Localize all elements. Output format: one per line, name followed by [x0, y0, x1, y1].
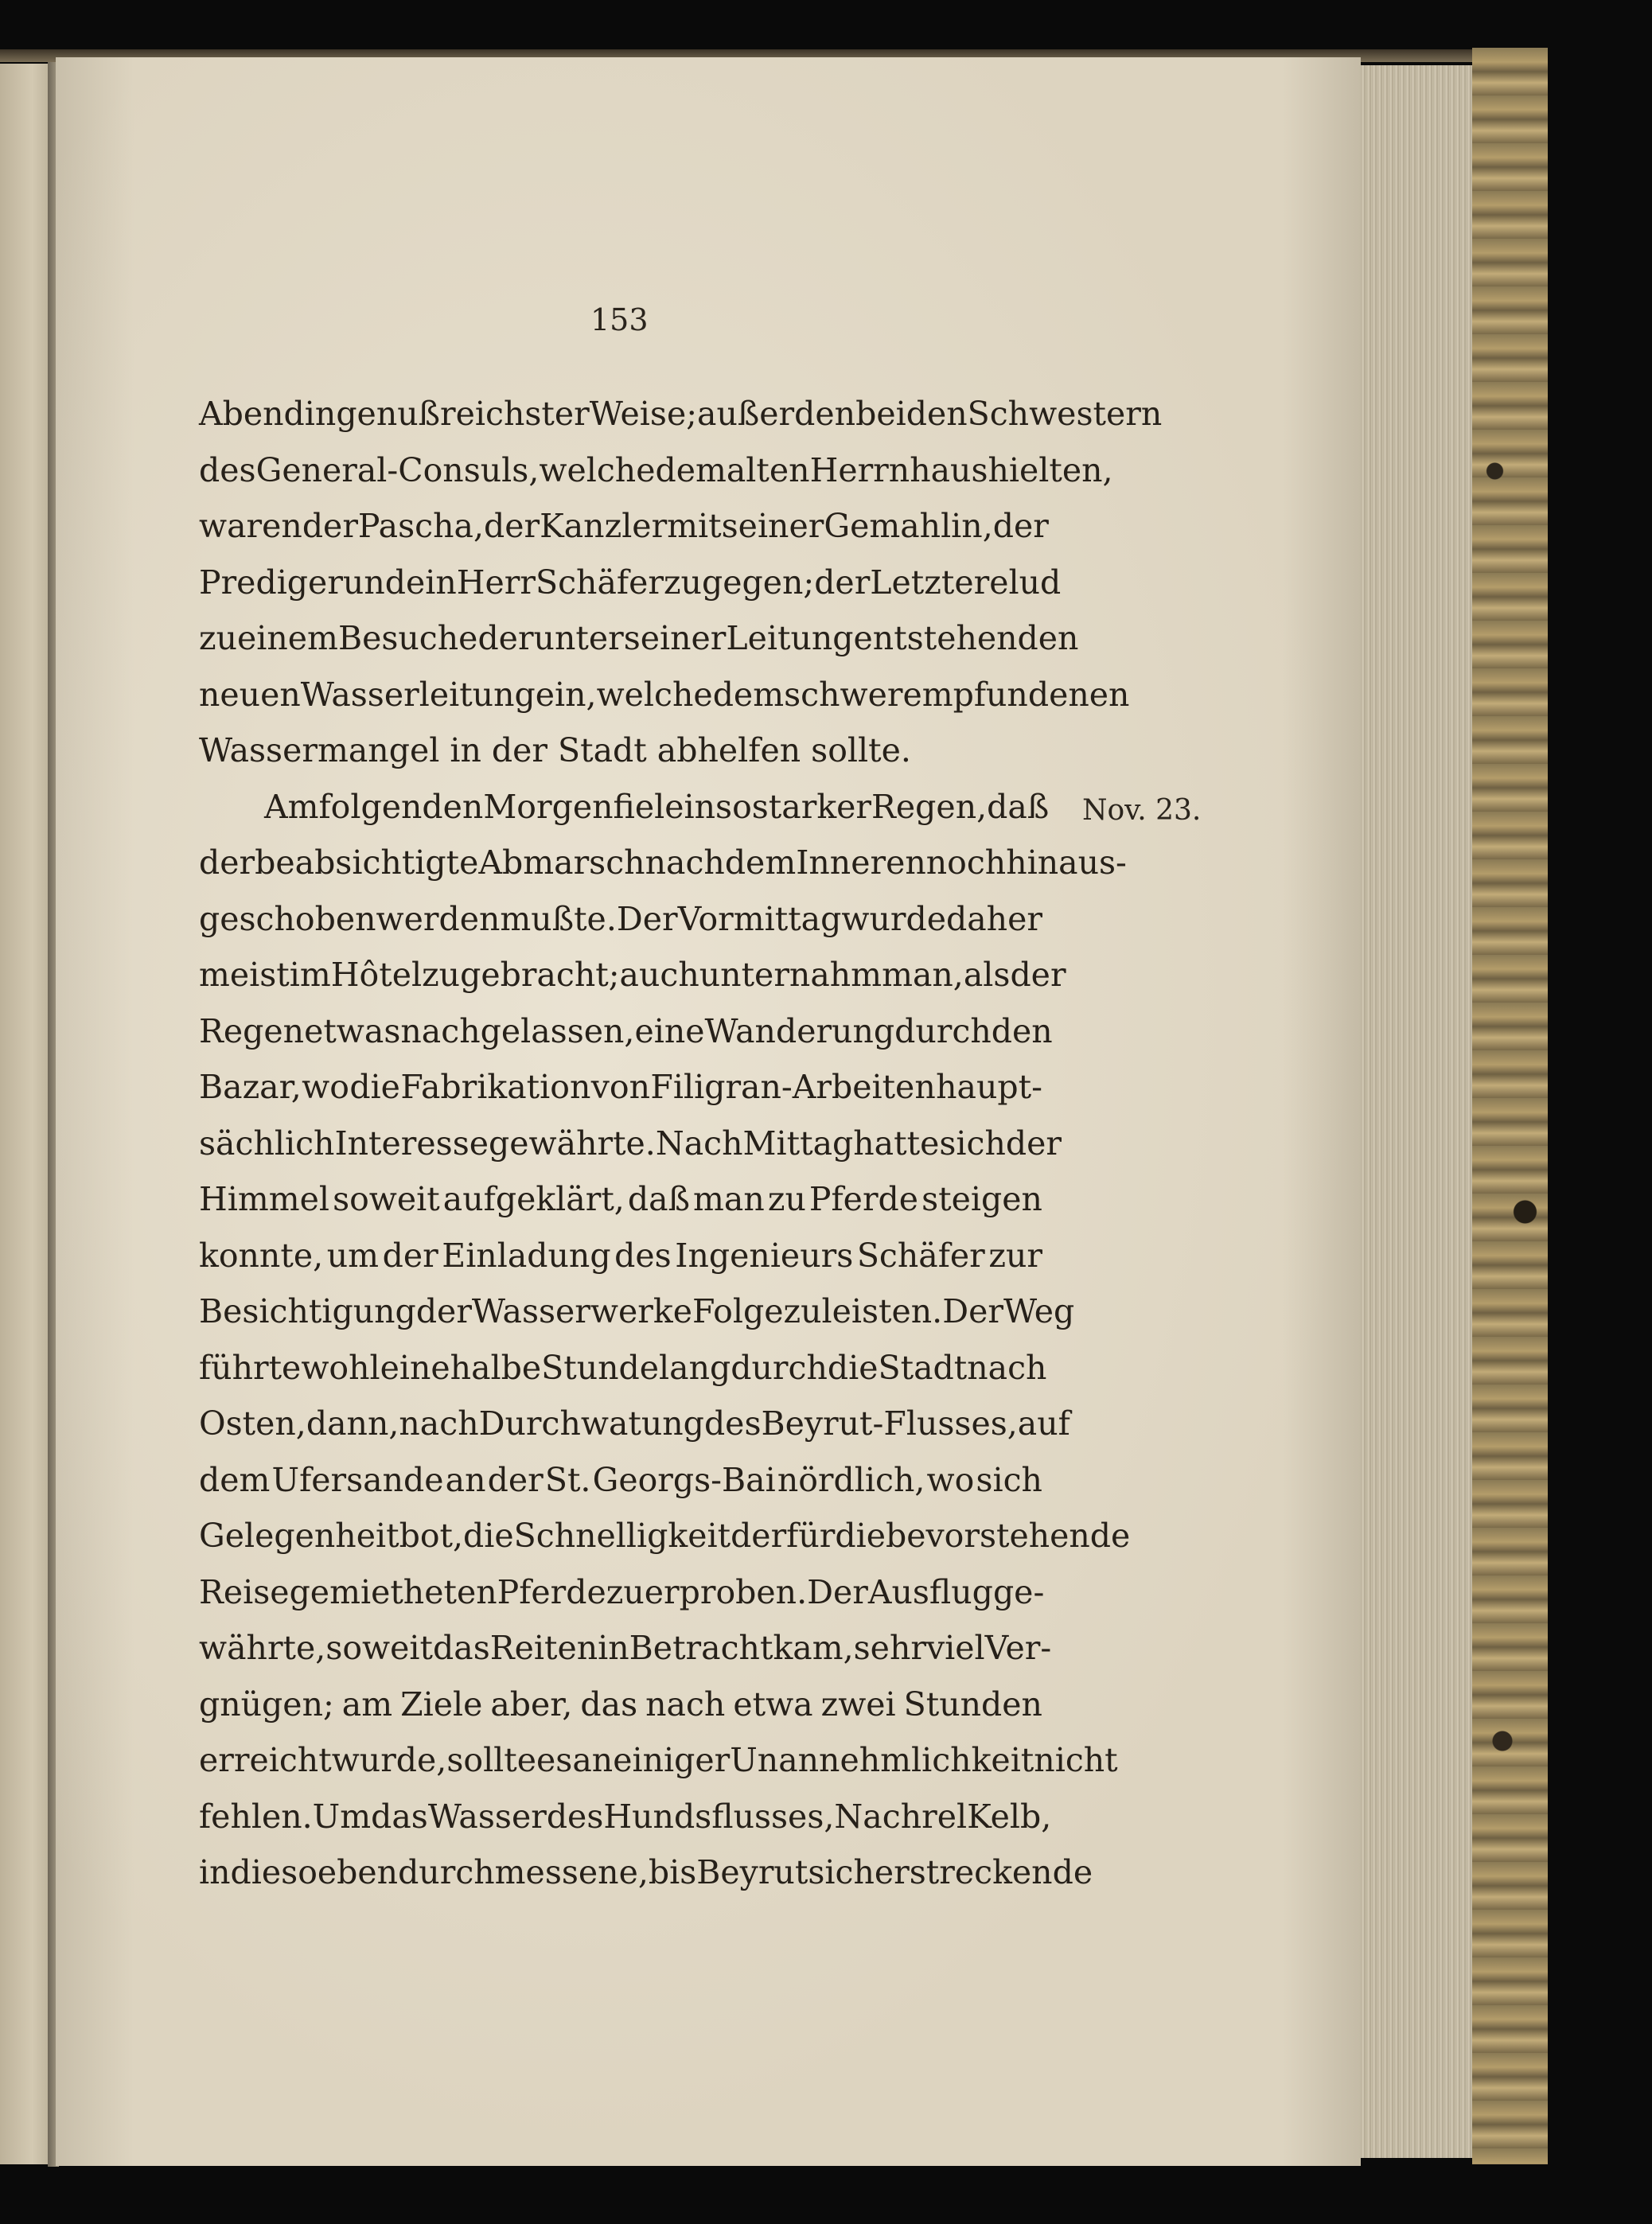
text-line: Regen etwas nachgelassen, eine Wanderung durch den	[199, 1011, 1053, 1050]
text-line: der beabsichtigte Abmarsch nach dem Inneren noch hinaus-	[199, 843, 1127, 882]
text-line: konnte, um der Einladung des Ingenieurs Schäfer zur	[199, 1236, 1042, 1275]
margin-date-note: Nov. 23.	[1082, 794, 1202, 827]
text-line: sächlich Interesse gewährte. Nach Mittag hatte sich der	[199, 1124, 1062, 1163]
text-line: Osten, dann, nach Durchwatung des Beyrut-Flusses, auf	[199, 1404, 1070, 1443]
text-line: Bazar, wo die Fabrikation von Filigran-Arbeiten haupt-	[199, 1068, 1042, 1106]
text-line: Wassermangel in der Stadt abhelfen sollte.	[199, 731, 911, 769]
book-cover-binding	[1472, 48, 1548, 2164]
text-line: des General-Consuls, welche dem alten Herrn haushielten,	[199, 450, 1113, 489]
facing-page-edge	[0, 64, 54, 2164]
text-line: dem Ufersande an der St. Georgs-Bai nördlich, wo sich	[199, 1460, 1042, 1499]
text-line: gnügen; am Ziele aber, das nach etwa zwei Stunden	[199, 1685, 1042, 1724]
text-line: erreicht wurde, sollte es an einiger Unannehmlichkeit nicht	[199, 1741, 1118, 1779]
text-line: fehlen. Um das Wasser des Hundsflusses, Nachr el Kelb,	[199, 1797, 1052, 1836]
text-line: meist im Hôtel zugebracht; auch unternahm man, als der	[199, 956, 1066, 994]
paragraph-1	[199, 386, 1163, 779]
paragraph-2	[199, 779, 1131, 1901]
text-line: waren der Pascha, der Kanzler mit seiner Gemahlin, der	[199, 507, 1049, 545]
text-line: Am folgenden Morgen fiel ein so starker Regen, daß	[264, 787, 1050, 826]
text-line: Prediger und ein Herr Schäfer zugegen; der Letztere lud	[199, 563, 1062, 602]
text-line: Reise gemietheten Pferde zu erproben. Der Ausflug ge-	[199, 1572, 1045, 1611]
page-number: 153	[590, 302, 649, 337]
text-line: geschoben werden mußte. Der Vormittag wurde daher	[199, 899, 1042, 938]
text-line: in die soeben durchmessene, bis Beyrut sich erstreckende	[199, 1853, 1093, 1891]
text-line: Gelegenheit bot, die Schnelligkeit der für die bevorstehende	[199, 1517, 1131, 1555]
text-line: Himmel soweit aufgeklärt, daß man zu Pferde steigen	[199, 1180, 1042, 1218]
text-line: neuen Wasserleitung ein, welche dem schwer empfundenen	[199, 675, 1130, 714]
page-edges	[1358, 65, 1480, 2158]
text-line: Besichtigung der Wasserwerke Folge zu leisten. Der Weg	[199, 1292, 1075, 1330]
text-line: führte wohl eine halbe Stunde lang durch die Stadt nach	[199, 1348, 1047, 1387]
text-line: währte, soweit das Reiten in Betracht kam, sehr viel Ver-	[199, 1629, 1052, 1667]
text-line: Abend in genußreichster Weise; außer den beiden Schwestern	[199, 395, 1163, 433]
text-line: zu einem Besuche der unter seiner Leitung entstehenden	[199, 619, 1079, 657]
